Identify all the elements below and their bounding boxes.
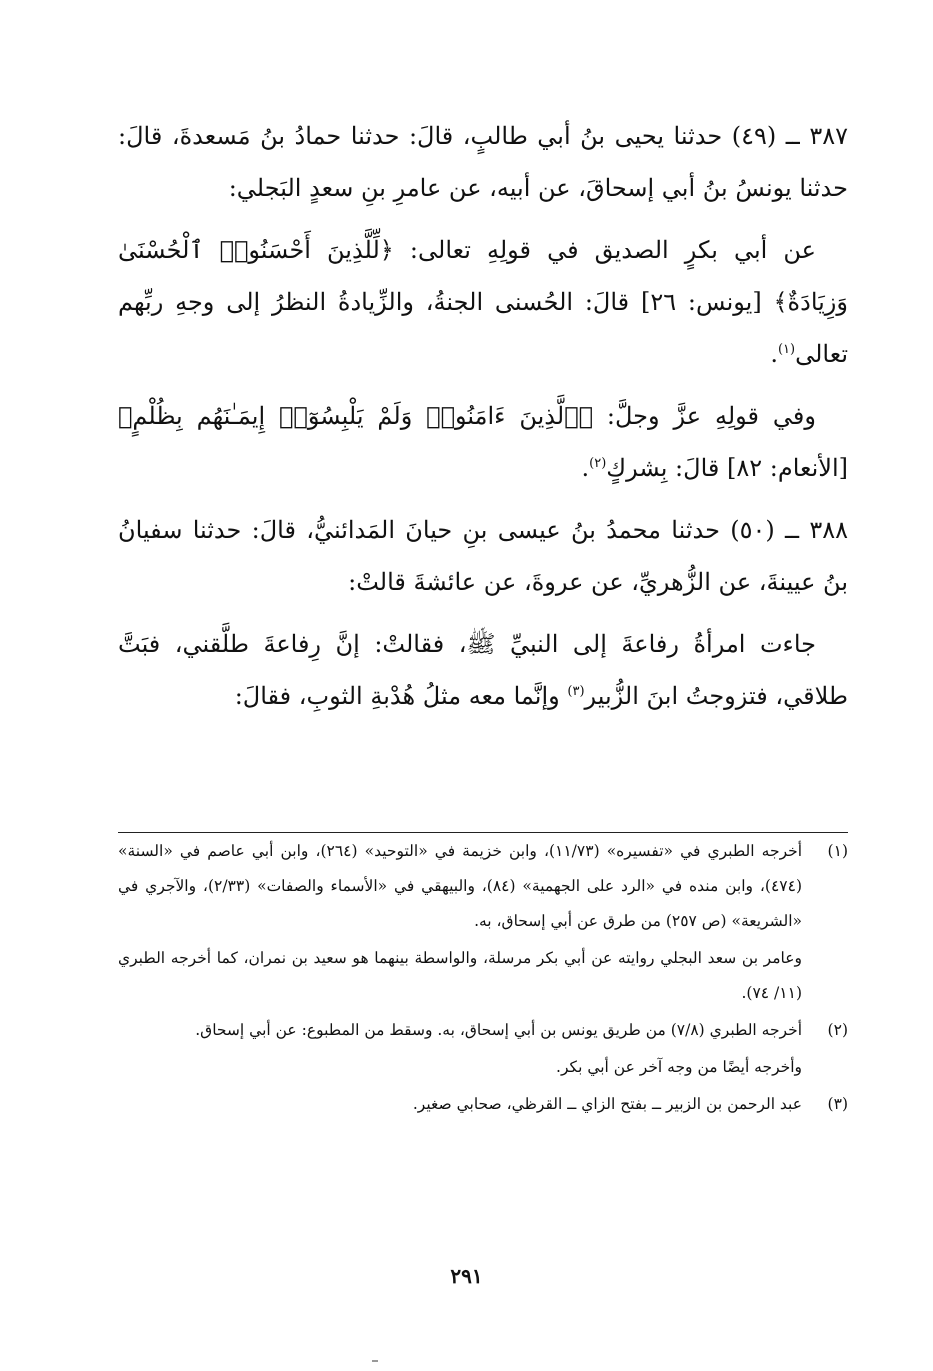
footnote-text: عبد الرحمن بن الزبير ــ بفتح الزاي ــ القرظي، صحابي صغير. — [412, 1095, 802, 1113]
paragraph-text: وفي قولِهِ عزَّ وجلَّ: ﴿ٱلَّذِينَ ءَامَنُوا۟ وَلَمْ يَلْبِسُوٓا۟ إِيمَـٰنَهُم بِظُلْمٍ﴾ [الأنعام: ٨٢] قالَ: بِشركٍ — [118, 402, 848, 482]
footnote-body — [118, 1087, 802, 1122]
paragraph-text: جاءت امرأةُ رفاعةَ إلى النبيِّ ﷺ، فقالتْ: إنَّ رِفاعةَ طلَّقني، فبَتَّ طلاقي، فتزوجتُ ابنَ الزُّبير — [118, 630, 848, 710]
footnote — [118, 1087, 848, 1122]
scan-speck — [372, 1360, 378, 1362]
main-paragraph — [118, 504, 848, 608]
footnote — [118, 834, 848, 1011]
footnote-ref: (٢) — [589, 456, 607, 471]
paragraph-text: ٣٨٨ ــ (٥٠) حدثنا محمدُ بنُ عيسى بنِ حيانَ المَدائنيُّ، قالَ: حدثنا سفيانُ بنُ عيينةَ، عن الزُّهريِّ، عن عروةَ، عن عائشةَ قالتْ: — [118, 516, 849, 596]
footnote-ref: (٣) — [567, 684, 585, 699]
footnote-body — [118, 834, 802, 1011]
footnote-text: وعامر بن سعد البجلي روايته عن أبي بكر مرسلة، والواسطة بينهما هو سعيد بن نمران، كما أخرجه الطبري (١١/ ٧٤). — [118, 949, 802, 1002]
main-paragraph — [118, 618, 848, 722]
footnote-text: أخرجه الطبري في «تفسيره» (١١/٧٣)، وابن خزيمة في «التوحيد» (٢٦٤)، وابن أبي عاصم في «السنة» (٤٧٤)، وابن منده في «الرد على الجهمية» (٨٤)، والبيهقي في «الأسماء والصفات» (٢/٣٣)، والآجري في «الشريعة» (ص ٢٥٧) من طرق عن أبي إسحاق، به. — [118, 842, 803, 930]
footnote-ref: (١) — [777, 342, 796, 357]
footnote-text: وأخرجه أيضًا من وجه آخر عن أبي بكر. — [556, 1058, 802, 1076]
main-paragraph — [118, 390, 848, 494]
footnote-number: (٢) — [827, 1021, 848, 1039]
footnote-body — [118, 1013, 802, 1085]
paragraph-text: وإنَّما معه مثلُ هُدْبةِ الثوبِ، فقالَ: — [234, 682, 568, 710]
main-paragraph — [118, 110, 848, 214]
footnote-number: (٣) — [827, 1095, 848, 1113]
footnote-text: أخرجه الطبري (٧/٨) من طريق يونس بن أبي إسحاق، به. وسقط من المطبوع: عن أبي إسحاق. — [195, 1021, 802, 1039]
paragraph-text: . — [581, 454, 590, 482]
footnotes — [118, 832, 848, 1122]
page-number: ٢٩١ — [450, 1264, 483, 1288]
footnote-number: (١) — [827, 842, 848, 860]
paragraph-text: . — [770, 340, 778, 368]
paragraph-text: عن أبي بكرٍ الصديق في قولِهِ تعالى: ﴿لِّلَّذِينَ أَحْسَنُوا۟ ٱلْحُسْنَىٰ وَزِيَادَةٌ﴾ [يونس: ٢٦] قالَ: الحُسنى الجنةُ، والزِّيادةُ النظرُ إلى وجهِ ربِّهم تعالى — [118, 236, 848, 368]
footnote — [118, 1013, 848, 1085]
main-text — [118, 110, 848, 732]
main-paragraph — [118, 224, 848, 380]
paragraph-text: ٣٨٧ ــ (٤٩) حدثنا يحيى بنُ أبي طالبٍ، قالَ: حدثنا حمادُ بنُ مَسعدةَ، قالَ: حدثنا يونسُ بنُ أبي إسحاقَ، عن أبيه، عن عامرِ بنِ سعدٍ البَجلي: — [118, 122, 848, 202]
